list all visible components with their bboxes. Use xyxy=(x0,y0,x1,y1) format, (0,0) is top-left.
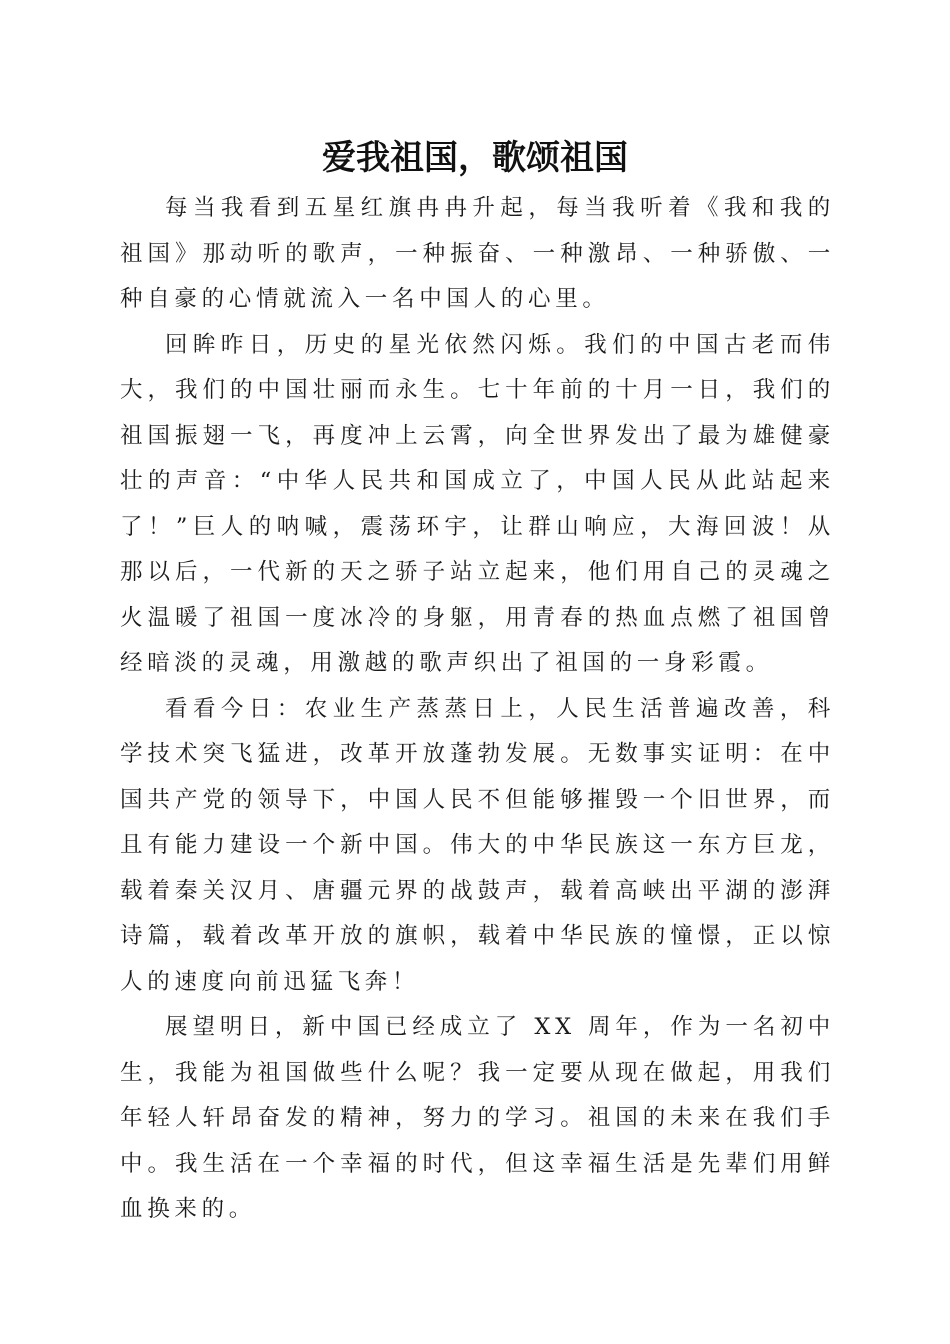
paragraph-3: 看看今日：农业生产蒸蒸日上，人民生活普遍改善，科学技术突飞猛进，改革开放蓬勃发展。无数事实证明：在中国共产党的领导下，中国人民不但能够摧毁一个旧世界，而且有能力建设一个新中国。伟大的中华民族这一东方巨龙，载着秦关汉月、唐疆元界的战鼓声，载着高峡出平湖的澎湃诗篇，载着改革开放的旗帜，载着中华民族的憧憬，正以惊人的速度向前迅猛飞奔！ xyxy=(120,695,835,995)
document-title: 爱我祖国，歌颂祖国 xyxy=(322,138,628,178)
paragraph-4: 展望明日，新中国已经成立了 XX 周年，作为一名初中生，我能为祖国做些什么呢？我一定要从现在做起，用我们年轻人轩昂奋发的精神，努力的学习。祖国的未来在我们手中。我生活在一个幸福的时代，但这幸福生活是先辈们用鲜血换来的。 xyxy=(120,1014,835,1222)
document-body xyxy=(120,186,835,1233)
paragraph-1: 每当我看到五星红旗冉冉升起，每当我听着《我和我的祖国》那动听的歌声，一种振奋、一种激昂、一种骄傲、一种自豪的心情就流入一名中国人的心里。 xyxy=(120,195,835,312)
paragraph-2: 回眸昨日，历史的星光依然闪烁。我们的中国古老而伟大，我们的中国壮丽而永生。七十年前的十月一日，我们的祖国振翅一飞，再度冲上云霄，向全世界发出了最为雄健豪壮的声音：“中华人民共和国成立了，中国人民从此站起来了！”巨人的呐喊，震荡环宇，让群山响应，大海回波！从那以后，一代新的天之骄子站立起来，他们用自己的灵魂之火温暖了祖国一度冰冷的身躯，用青春的热血点燃了祖国曾经暗淡的灵魂，用激越的歌声织出了祖国的一身彩霞。 xyxy=(120,331,835,676)
